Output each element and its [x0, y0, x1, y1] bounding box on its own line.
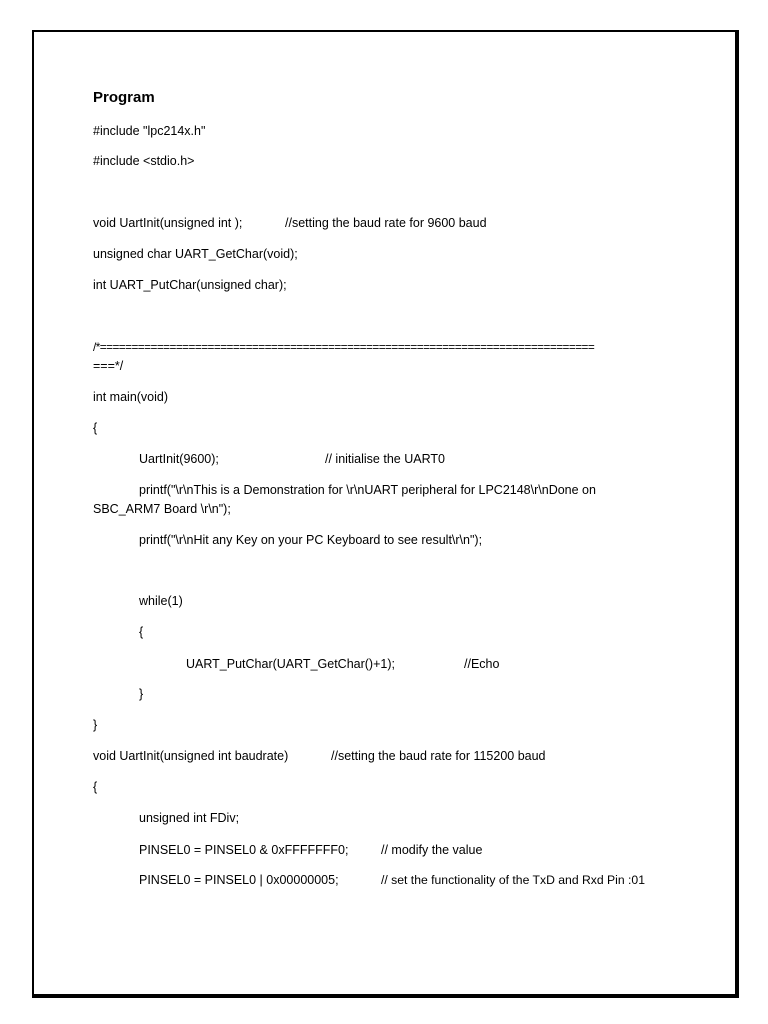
code-line-uartinit-definition: void UartInit(unsigned int baudrate) [93, 749, 289, 763]
code-line-separator-end: ===*/ [93, 359, 124, 373]
code-line-brace-close-main: } [93, 718, 98, 732]
code-comment-proto-uartinit: //setting the baud rate for 9600 baud [285, 216, 487, 230]
code-line-proto-putchar: int UART_PutChar(unsigned char); [93, 278, 287, 292]
code-comment-pinsel-and: // modify the value [381, 843, 483, 857]
code-line-include-stdio: #include <stdio.h> [93, 154, 195, 168]
code-line-uartinit-call: UartInit(9600); [139, 452, 219, 466]
code-comment-uartinit-definition: //setting the baud rate for 115200 baud [331, 749, 546, 763]
code-line-separator-start: /*============================================================================== [93, 340, 595, 354]
code-line-brace-open-while: { [139, 625, 144, 639]
code-comment-echo: //Echo [464, 657, 500, 671]
code-line-main-signature: int main(void) [93, 390, 169, 404]
code-line-proto-uartinit: void UartInit(unsigned int ); [93, 216, 243, 230]
code-comment-pinsel-or: // set the functionality of the TxD and Rxd Pin :01 [381, 873, 645, 887]
code-line-putchar-call: UART_PutChar(UART_GetChar()+1); [186, 657, 395, 671]
code-line-printf-demo-part1: printf("\r\nThis is a Demonstration for \r\nUART peripheral for LPC2148\r\nDone on [139, 483, 596, 497]
code-line-fdiv-declaration: unsigned int FDiv; [139, 811, 240, 825]
code-line-printf-demo-part2: SBC_ARM7 Board \r\n"); [93, 502, 231, 516]
code-line-while: while(1) [139, 594, 183, 608]
code-line-include-lpc: #include "lpc214x.h" [93, 124, 206, 138]
code-line-brace-close-while: } [139, 687, 144, 701]
code-line-pinsel-or: PINSEL0 = PINSEL0 | 0x00000005; [139, 873, 339, 887]
code-line-brace-open-main: { [93, 421, 98, 435]
code-line-brace-open-uartinit: { [93, 780, 98, 794]
code-comment-uartinit-call: // initialise the UART0 [325, 452, 445, 466]
code-line-printf-hit-key: printf("\r\nHit any Key on your PC Keyboard to see result\r\n"); [139, 533, 483, 547]
code-line-proto-getchar: unsigned char UART_GetChar(void); [93, 247, 298, 261]
page-title: Program [93, 89, 155, 106]
code-line-pinsel-and: PINSEL0 = PINSEL0 & 0xFFFFFFF0; [139, 843, 349, 857]
